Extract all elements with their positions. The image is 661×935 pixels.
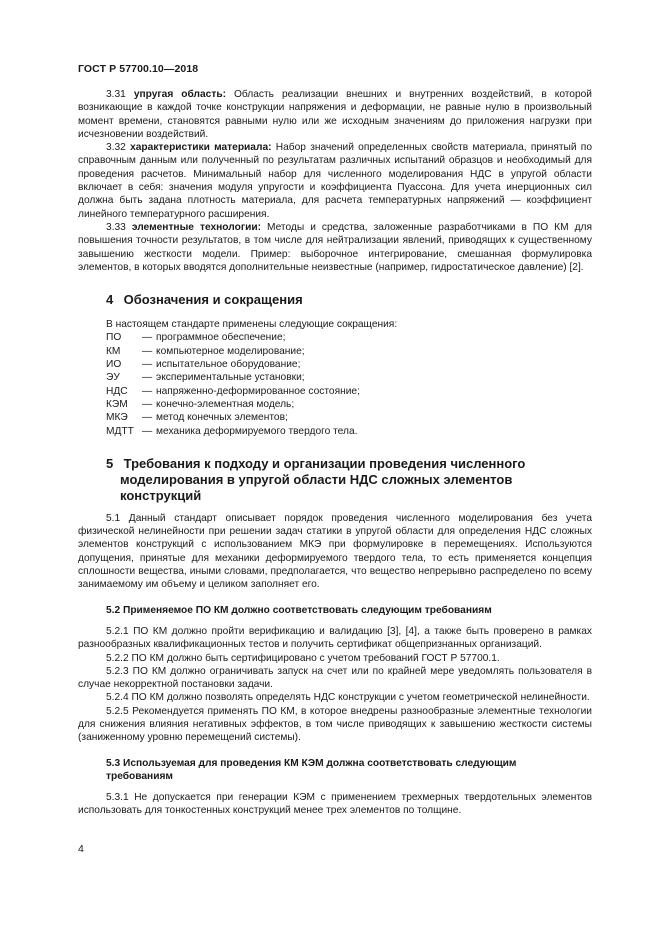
- list-item: [106, 398, 360, 411]
- paragraph-5-2-1: 5.2.1 ПО КМ должно пройти верификацию и валидацию [3], [4], а также быть проверено в рамках разнообразных квалификационных тестов и получить сертификат общепризнанных организаций.: [78, 625, 592, 651]
- subsection-heading-line-2: требованиям: [106, 770, 173, 782]
- abbreviations-list: [106, 331, 360, 437]
- abbr-text: механика деформируемого твердого тела.: [156, 425, 358, 437]
- definition-term: элементные технологии:: [131, 221, 261, 233]
- abbr-code: ИО: [106, 359, 122, 371]
- abbr-text: напряженно-деформированное состояние;: [156, 385, 360, 397]
- abbr-dash: —: [142, 425, 153, 437]
- list-item: [106, 358, 360, 371]
- section-number: 5: [106, 455, 114, 471]
- abbr-dash: —: [142, 332, 153, 344]
- list-item: [106, 411, 360, 424]
- paragraph-5-2-2: 5.2.2 ПО КМ должно быть сертифицировано с учетом требований ГОСТ Р 57700.1.: [106, 652, 500, 664]
- section-title-line-1: Требования к подходу и организации проведения численного: [123, 455, 526, 471]
- paragraph-5-3-1: 5.3.1 Не допускается при генерации КЭМ с применением трехмерных твердотельных элементов использовать для тонкостенных конструкций менее трех элементов по толщине.: [78, 792, 592, 817]
- definition-3-31: [78, 88, 592, 141]
- paragraph-5-2-5: 5.2.5 Рекомендуется применять ПО КМ, в которое внедрены разнообразные элементные технологии для снижения влияния негативных эффектов, в том числе приводящих к завышению жесткости системы (заниженному уровню перемещений системы).: [78, 705, 592, 744]
- definition-term: характеристики материала:: [130, 142, 272, 154]
- page-number: 4: [78, 843, 84, 855]
- definition-number: 3.33: [106, 221, 126, 233]
- abbr-text: программное обеспечение;: [156, 332, 286, 344]
- section-title-line-2: моделирования в упругой области НДС сложных элементов конструкций: [120, 471, 513, 503]
- definition-text: Набор значений определенных свойств материала, принятый по справочным данным или полученный по результатам различных испытаний образцов и необходимый для проведения расчетов. Минимальный набор для численного моделирования НДС в упругой области включает в себя: значения модуля упругости и коэффициента Пуассона. Для учета инерционных сил должна быть задана плотность материала, для расчета температурных напряжений — коэффициент линейного температурного расширения.: [78, 142, 592, 220]
- abbr-text: испытательное оборудование;: [156, 359, 301, 371]
- section-4-heading: [106, 292, 592, 308]
- abbreviations-intro: В настоящем стандарте применены следующие сокращения:: [106, 319, 398, 331]
- list-item: [106, 425, 360, 438]
- subsection-5-2-heading: 5.2 Применяемое ПО КМ должно соответствовать следующим требованиям: [106, 604, 492, 616]
- abbr-code: ЭУ: [106, 372, 120, 384]
- abbr-text: метод конечных элементов;: [156, 412, 288, 424]
- definition-term: упругая область:: [133, 89, 226, 100]
- abbr-dash: —: [142, 385, 153, 397]
- list-item: [106, 371, 360, 384]
- document-body: [78, 88, 592, 818]
- abbr-code: МКЭ: [106, 412, 128, 424]
- abbr-text: экспериментальные установки;: [156, 372, 305, 384]
- definition-number: 3.32: [106, 142, 126, 154]
- abbr-code: ПО: [106, 332, 122, 344]
- section-number: 4: [106, 292, 114, 308]
- definition-3-32: [78, 141, 592, 221]
- definition-text: Область реализации внешних и внутренних воздействий, в которой возникающие в каждой точке конструкции напряжения и деформации, не равные нулю в произвольный момент времени, становятся равными нулю или же исходным значениям до приложения нагрузки при исчезновении воздействий.: [78, 89, 592, 140]
- subsection-5-3-heading: [106, 757, 592, 784]
- paragraph-5-2-3: 5.2.3 ПО КМ должно ограничивать запуск на счет или по крайней мере уведомлять пользователя в случае некорректной постановки задачи.: [78, 665, 592, 691]
- section-5-heading: [106, 456, 592, 504]
- abbr-dash: —: [142, 372, 153, 384]
- definition-number: 3.31: [106, 89, 126, 100]
- section-title: Обозначения и сокращения: [123, 292, 303, 308]
- abbr-code: НДС: [106, 385, 128, 397]
- document-header: ГОСТ Р 57700.10—2018: [78, 63, 199, 75]
- abbr-dash: —: [142, 359, 153, 371]
- definition-3-33: [78, 221, 592, 274]
- abbr-code: КЭМ: [106, 398, 128, 410]
- list-item: [106, 385, 360, 398]
- paragraph-5-1: 5.1 Данный стандарт описывает порядок проведения численного моделирования без учета физической нелинейности при решении задач статики в упругой области для определения НДС сложных элементов конструкций с использованием МКЭ при формулировке в перемещениях. Используются допущения, принятые для механики деформируемого твердого тела, то есть применяется концепция сплошности вещества, иными словами, предполагается, что вещество непрерывно распределено по всему занимаемому им объему и целиком заполняет его.: [78, 512, 592, 591]
- definition-text: Методы и средства, заложенные разработчиками в ПО КМ для повышения точности результатов, в том числе для нейтрализации явлений, приводящих к существенному завышению жесткости модели. Пример: выборочное интегрирование, смешанная формулировка элементов, в которых вводятся дополнительные неизвестные (например, гидростатическое давление) [2].: [78, 221, 593, 273]
- abbr-text: компьютерное моделирование;: [156, 345, 305, 357]
- list-item: [106, 345, 360, 358]
- abbr-code: МДТТ: [106, 425, 134, 437]
- abbr-dash: —: [142, 398, 153, 410]
- abbr-code: КМ: [106, 345, 121, 357]
- paragraph-5-2-4: 5.2.4 ПО КМ должно позволять определять НДС конструкции с учетом геометрической нелинейности.: [106, 692, 590, 704]
- abbr-dash: —: [142, 412, 153, 424]
- abbr-dash: —: [142, 345, 153, 357]
- list-item: [106, 331, 360, 344]
- subsection-heading-line-1: 5.3 Используемая для проведения КМ КЭМ должна соответствовать следующим: [106, 757, 517, 769]
- abbr-text: конечно-элементная модель;: [156, 398, 295, 410]
